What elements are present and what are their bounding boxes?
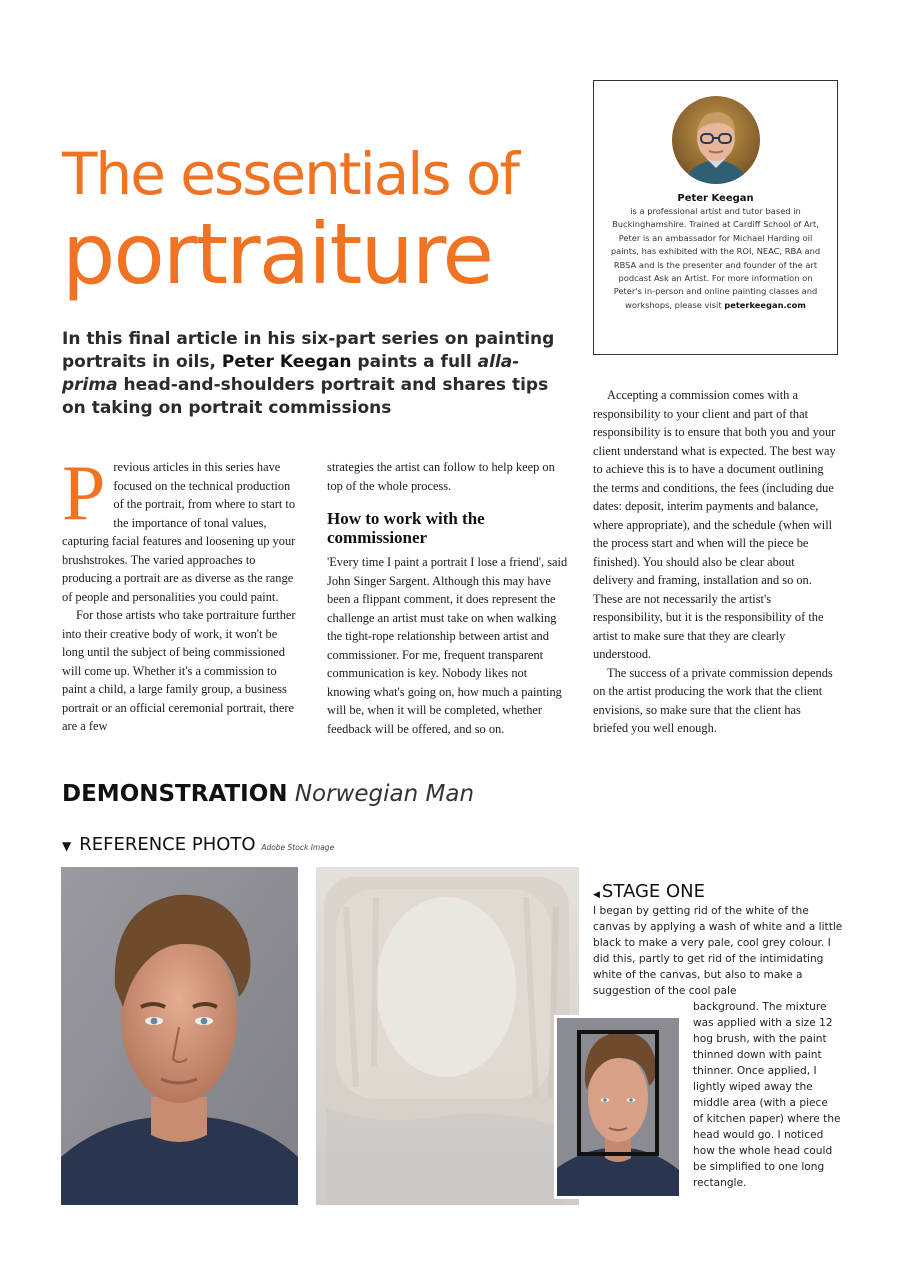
- author-name: Peter Keegan: [677, 193, 754, 204]
- stage-one-heading: [593, 881, 705, 902]
- drop-cap: P: [62, 449, 106, 536]
- reference-label: REFERENCE PHOTO: [79, 834, 256, 855]
- section-heading: How to work with the commissioner: [327, 509, 485, 547]
- title-line-2: portraiture: [62, 205, 493, 303]
- demonstration-subject: Norwegian Man: [294, 781, 475, 807]
- paragraph: The success of a private commission depends on the artist producing the work that the client envisions, so make sure that the client has briefed you well enough.: [593, 665, 833, 735]
- demonstration-label: DEMONSTRATION: [62, 781, 288, 807]
- article-column-2: [327, 458, 571, 738]
- stage-one-text-side: background. The mixture was applied with a size 12 hog brush, with the paint thinned down with paint thinner. Once applied, I lightly wiped away the middle area (with a piece of kitchen paper) where the head would go. I noticed how the whole head could be simplified to one long rectangle.: [693, 1001, 841, 1189]
- standfirst-text: In this final article in his six-part series on painting portraits in oils,: [62, 329, 555, 372]
- paragraph: revious articles in this series have focused on the technical production of the portrait, from where to start to the importance of tonal values, capturing facial features and loosening up your brushstrokes. The varied approaches to producing a portrait are as diverse as the range of people and personalities you could paint.: [62, 460, 296, 604]
- triangle-left-icon: ◀: [593, 890, 600, 900]
- stage-one-text: I began by getting rid of the white of the canvas by applying a wash of white and a little black to make a very pale, cool grey colour. I did this, partly to get rid of the intimidating white of the canvas, but also to make a suggestion of the cool pale: [593, 905, 843, 997]
- standfirst-author: Peter Keegan: [221, 352, 352, 372]
- paragraph: Accepting a commission comes with a responsibility to your client and part of that responsibility is to ensure that both you and your client understand what is expected. The best way to achieve this is to have a document outlining the terms and conditions, the fees (including due dates: deposit, interim payments and balance, where appropriate), and the schedule (when will the process start and when will the piece be finished). You should also be clear about delivery and framing, installation and so on. These are not necessarily the artist's responsibility, but it is the responsibility of the artist to make sure that they are clearly understood.: [593, 388, 836, 661]
- article-column-3: [593, 386, 838, 738]
- standfirst-text: head-and-shoulders portrait and shares tips on taking on portrait commissions: [62, 375, 549, 418]
- triangle-down-icon: ▼: [62, 839, 72, 853]
- author-bio-box: [593, 80, 838, 355]
- standfirst: [62, 328, 562, 420]
- article-column-1: [62, 449, 298, 736]
- author-website: peterkeegan.com: [724, 299, 806, 310]
- reference-photo: [61, 867, 298, 1205]
- image-credit: Adobe Stock Image: [261, 843, 335, 852]
- title-line-1: The essentials of: [62, 140, 518, 208]
- stage-one-canvas-photo: [316, 867, 579, 1205]
- stage-one-reference-inset: [554, 1015, 682, 1199]
- paragraph: For those artists who take portraiture further into their creative body of work, it won't be long until the subject of being commissioned will come up. Whether it's a commission to paint a child, a large family group, a business portrait or an official ceremonial portrait, there are a few: [62, 608, 296, 733]
- bio-body: is a professional artist and tutor based in Buckinghamshire. Trained at Cardiff School of Art, Peter is an ambassador for Michael Harding oil paints, has exhibited with the ROI, NEAC, RBA and RBSA and is the presenter and founder of the art podcast Ask an Artist. For more information on Peter's in-person and online painting classes and workshops, please visit: [610, 206, 821, 310]
- article-title: [62, 138, 582, 303]
- demonstration-heading: [62, 781, 474, 807]
- reference-photo-caption: [62, 834, 334, 855]
- paragraph: strategies the artist can follow to help keep on top of the whole process.: [327, 460, 555, 493]
- stage-title: STAGE ONE: [601, 881, 705, 902]
- paragraph: 'Every time I paint a portrait I lose a friend', said John Singer Sargent. Although this may have been a flippant comment, it does represent the challenge an artist must take on when walking the tight-rope relationship between artist and commissioner. For me, frequent transparent communication is key. Nobody likes not knowing what's going on, how much a painting will be, when it will be completed, whether feedback will be offered, and so on.: [327, 555, 568, 736]
- standfirst-italic: alla-prima: [62, 352, 520, 395]
- author-avatar: [672, 96, 760, 184]
- standfirst-text: paints a full: [351, 352, 478, 372]
- author-bio-text: [606, 205, 825, 312]
